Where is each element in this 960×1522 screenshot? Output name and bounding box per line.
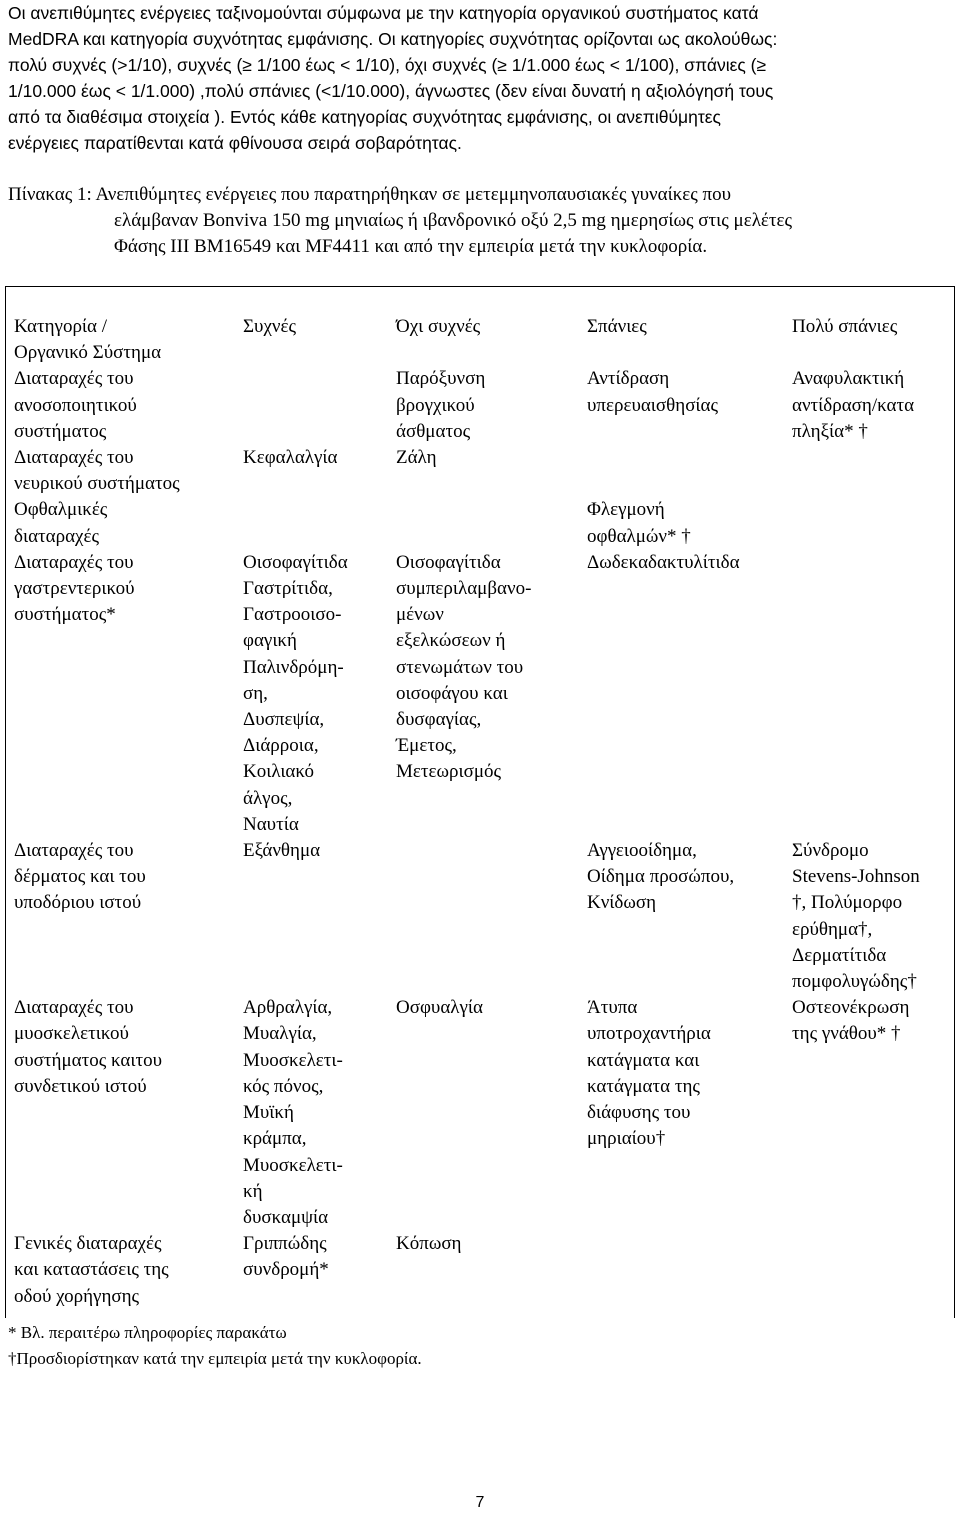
reaction-cell bbox=[243, 366, 396, 445]
organ-system-cell bbox=[14, 497, 243, 549]
cell-line: Γαστρίτιδα, bbox=[243, 578, 333, 600]
cell-line: διαταραχές bbox=[14, 525, 99, 547]
cell-line: συστήματος* bbox=[14, 604, 116, 626]
caption-line: ελάμβαναν Bonviva 150 mg μηνιαίως ή ιβανδρονικό οξύ 2,5 mg ημερησίως στις μελέτες bbox=[114, 210, 793, 231]
cell-line: κράμπα, bbox=[243, 1128, 307, 1150]
cell-line: Γριππώδης bbox=[243, 1233, 327, 1255]
cell-line: κή bbox=[243, 1180, 263, 1202]
organ-system-cell bbox=[14, 550, 243, 838]
cell-line: συστήματος καιτου bbox=[14, 1049, 163, 1071]
reaction-cell bbox=[792, 497, 950, 549]
cell-line: Διαταραχές του bbox=[14, 840, 134, 862]
reaction-cell bbox=[396, 1231, 587, 1310]
table-row bbox=[14, 838, 950, 995]
column-header bbox=[243, 314, 396, 366]
column-header-line: Οργανικό Σύστημα bbox=[14, 342, 162, 364]
reaction-cell bbox=[243, 995, 396, 1231]
cell-line: Παλινδρόμη- bbox=[243, 656, 344, 678]
cell-line: Κόπωση bbox=[396, 1233, 462, 1255]
cell-line: άλγος, bbox=[243, 787, 293, 809]
cell-line: Γενικές διαταραχές bbox=[14, 1233, 162, 1255]
intro-line: 1/10.000 έως < 1/1.000) ,πολύ σπάνιες (<1/10.000), άγνωστες (δεν είναι δυνατή η αξιολόγησή τους bbox=[8, 81, 774, 101]
cell-line: συστήματος bbox=[14, 420, 107, 442]
reaction-cell bbox=[396, 445, 587, 497]
cell-line: Φλεγμονή bbox=[587, 499, 665, 521]
reaction-cell bbox=[587, 838, 792, 995]
cell-line: συνδρομή* bbox=[243, 1259, 329, 1281]
cell-line: Αρθραλγία, bbox=[243, 997, 333, 1019]
cell-line: δέρματος και του bbox=[14, 866, 146, 888]
cell-line: †, Πολύμορφο bbox=[792, 892, 903, 914]
cell-line: Σύνδρομο bbox=[792, 840, 869, 862]
reaction-cell bbox=[792, 445, 950, 497]
cell-line: Έμετος, bbox=[396, 735, 457, 757]
cell-line: δυσφαγίας, bbox=[396, 709, 482, 731]
cell-line: Διαταραχές του bbox=[14, 447, 134, 469]
cell-line: Οσφυαλγία bbox=[396, 997, 483, 1019]
reaction-cell bbox=[396, 366, 587, 445]
reaction-cell bbox=[587, 497, 792, 549]
cell-line: Γαστροοισο- bbox=[243, 604, 342, 626]
reaction-cell bbox=[792, 995, 950, 1231]
cell-line: γαστρεντερικού bbox=[14, 578, 135, 600]
table-row bbox=[14, 497, 950, 549]
organ-system-cell bbox=[14, 1231, 243, 1310]
cell-line: συνδετικού ιστού bbox=[14, 1075, 147, 1097]
cell-line: εξελκώσεων ή bbox=[396, 630, 506, 652]
table-row bbox=[14, 445, 950, 497]
caption-line: Πίνακας 1: Ανεπιθύμητες ενέργειες που παρατηρήθηκαν σε μετεμμηνοπαυσιακές γυναίκες που bbox=[8, 184, 732, 205]
cell-line: κός πόνος, bbox=[243, 1075, 324, 1097]
cell-line: οφθαλμών* † bbox=[587, 525, 691, 547]
reaction-cell bbox=[243, 1231, 396, 1310]
cell-line: βρογχικού bbox=[396, 394, 475, 416]
cell-line: υποτροχαντήρια bbox=[587, 1023, 711, 1045]
cell-line: στενωμάτων του bbox=[396, 656, 524, 678]
cell-line: υποδόριου ιστού bbox=[14, 892, 142, 914]
cell-line: ερύθημα†, bbox=[792, 918, 873, 940]
cell-line: Οστεονέκρωση bbox=[792, 997, 910, 1019]
cell-line: κατάγματα της bbox=[587, 1075, 700, 1097]
reaction-cell bbox=[396, 550, 587, 838]
table-body bbox=[14, 366, 950, 1309]
reaction-cell bbox=[396, 995, 587, 1231]
reaction-cell bbox=[396, 838, 587, 995]
cell-line: οδού χορήγησης bbox=[14, 1285, 140, 1307]
cell-line: Παρόξυνση bbox=[396, 368, 486, 390]
cell-line: συμπεριλαμβανο- bbox=[396, 578, 532, 600]
reaction-cell bbox=[792, 366, 950, 445]
cell-line: μηριαίου† bbox=[587, 1128, 666, 1150]
column-header bbox=[587, 314, 792, 366]
cell-line: Κνίδωση bbox=[587, 892, 657, 914]
reaction-cell bbox=[792, 1231, 950, 1310]
cell-line: Μετεωρισμός bbox=[396, 761, 502, 783]
cell-line: Μυοσκελετι- bbox=[243, 1049, 343, 1071]
cell-line: Οίδημα προσώπου, bbox=[587, 866, 735, 888]
organ-system-cell bbox=[14, 838, 243, 995]
cell-line: ση, bbox=[243, 682, 268, 704]
column-header bbox=[396, 314, 587, 366]
cell-line: Δυσπεψία, bbox=[243, 709, 325, 731]
cell-line: Αγγειοοίδημα, bbox=[587, 840, 697, 862]
reaction-cell bbox=[396, 497, 587, 549]
footnote-asterisk: * Βλ. περαιτέρω πληροφορίες παρακάτω bbox=[8, 1323, 287, 1342]
cell-line: φαγική bbox=[243, 630, 297, 652]
caption-line: Φάσης ΙΙΙ ΒΜ16549 και MF4411 και από την εμπειρία μετά την κυκλοφορία. bbox=[114, 236, 708, 257]
cell-line: Κοιλιακό bbox=[243, 761, 315, 783]
table-row bbox=[14, 1231, 950, 1310]
table-frame-top bbox=[5, 286, 955, 287]
cell-line: άσθματος bbox=[396, 420, 471, 442]
organ-system-cell bbox=[14, 366, 243, 445]
cell-line: Stevens-Johnson bbox=[792, 866, 920, 888]
cell-line: μυοσκελετικού bbox=[14, 1023, 129, 1045]
cell-line: Αναφυλακτική bbox=[792, 368, 905, 390]
table-header-row bbox=[14, 314, 950, 366]
column-header-line: Σπάνιες bbox=[587, 316, 647, 337]
intro-line: από τα διαθέσιμα στοιχεία ). Εντός κάθε κατηγορίας συχνότητας εμφάνισης, οι ανεπιθύμητες bbox=[8, 107, 721, 127]
table-row bbox=[14, 550, 950, 838]
organ-system-cell bbox=[14, 445, 243, 497]
table-frame-left bbox=[5, 286, 6, 1318]
cell-line: δυσκαμψία bbox=[243, 1206, 329, 1228]
reaction-cell bbox=[243, 497, 396, 549]
cell-line: Αντίδραση bbox=[587, 368, 670, 390]
reaction-cell bbox=[587, 995, 792, 1231]
cell-line: Κεφαλαλγία bbox=[243, 447, 338, 469]
cell-line: πληξία* † bbox=[792, 420, 868, 442]
column-header bbox=[792, 314, 950, 366]
reaction-cell bbox=[243, 838, 396, 995]
cell-line: μένων bbox=[396, 604, 444, 626]
organ-system-cell bbox=[14, 995, 243, 1231]
footnotes bbox=[8, 1320, 948, 1372]
column-header-line: Όχι συχνές bbox=[396, 316, 481, 337]
reaction-cell bbox=[792, 550, 950, 838]
cell-line: Μυαλγία, bbox=[243, 1023, 317, 1045]
reaction-cell bbox=[243, 445, 396, 497]
intro-line: Οι ανεπιθύμητες ενέργειες ταξινομούνται σύμφωνα με την κατηγορία οργανικού συστήματος κατά bbox=[8, 3, 759, 23]
cell-line: οισοφάγου και bbox=[396, 682, 508, 704]
cell-line: Ζάλη bbox=[396, 447, 437, 469]
cell-line: Ναυτία bbox=[243, 813, 299, 835]
cell-line: νευρικού συστήματος bbox=[14, 473, 180, 495]
cell-line: ανοσοποιητικού bbox=[14, 394, 137, 416]
cell-line: Διαταραχές του bbox=[14, 368, 134, 390]
cell-line: Διαταραχές του bbox=[14, 997, 134, 1019]
table-row bbox=[14, 366, 950, 445]
cell-line: Διαταραχές του bbox=[14, 551, 134, 573]
cell-line: διάφυσης του bbox=[587, 1102, 691, 1124]
reaction-cell bbox=[587, 445, 792, 497]
intro-line: ενέργειες παρατίθενται κατά φθίνουσα σειρά σοβαρότητας. bbox=[8, 133, 462, 153]
intro-paragraph bbox=[8, 0, 953, 156]
table-row bbox=[14, 995, 950, 1231]
cell-line: Διάρροια, bbox=[243, 735, 319, 757]
column-header-line: Πολύ σπάνιες bbox=[792, 316, 898, 337]
reaction-cell bbox=[587, 1231, 792, 1310]
cell-line: Εξάνθημα bbox=[243, 840, 321, 862]
cell-line: Μυοσκελετι- bbox=[243, 1154, 343, 1176]
footnote-dagger: †Προσδιορίστηκαν κατά την εμπειρία μετά την κυκλοφορία. bbox=[8, 1349, 422, 1368]
cell-line: αντίδραση/κατα bbox=[792, 394, 915, 416]
cell-line: υπερευαισθησίας bbox=[587, 394, 719, 416]
cell-line: Οισοφαγίτιδα bbox=[396, 551, 501, 573]
cell-line: Δωδεκαδακτυλίτιδα bbox=[587, 551, 740, 573]
cell-line: Μυϊκή bbox=[243, 1102, 294, 1124]
table-frame-right bbox=[954, 286, 955, 1318]
column-header-line: Κατηγορία / bbox=[14, 316, 108, 337]
reaction-cell bbox=[243, 550, 396, 838]
reaction-cell bbox=[587, 550, 792, 838]
cell-line: Οφθαλμικές bbox=[14, 499, 108, 521]
table-caption bbox=[8, 182, 953, 260]
cell-line: της γνάθου* † bbox=[792, 1023, 901, 1045]
cell-line: πομφολυγώδης† bbox=[792, 971, 917, 993]
page-number: 7 bbox=[475, 1494, 485, 1511]
reaction-cell bbox=[792, 838, 950, 995]
cell-line: κατάγματα και bbox=[587, 1049, 700, 1071]
intro-line: πολύ συχνές (>1/10), συχνές (≥ 1/100 έως < 1/10), όχι συχνές (≥ 1/1.000 έως < 1/100), σπάνιες (≥ bbox=[8, 55, 767, 75]
cell-line: Άτυπα bbox=[587, 997, 638, 1019]
cell-line: και καταστάσεις της bbox=[14, 1259, 169, 1281]
intro-line: MedDRA και κατηγορία συχνότητας εμφάνισης. Οι κατηγορίες συχνότητας ορίζονται ως ακολούθως: bbox=[8, 29, 778, 49]
adverse-reactions-table bbox=[14, 314, 950, 1310]
cell-line: Δερματίτιδα bbox=[792, 944, 887, 966]
reaction-cell bbox=[587, 366, 792, 445]
cell-line: Οισοφαγίτιδα bbox=[243, 551, 348, 573]
column-header-line: Συχνές bbox=[243, 316, 296, 337]
column-header bbox=[14, 314, 243, 366]
